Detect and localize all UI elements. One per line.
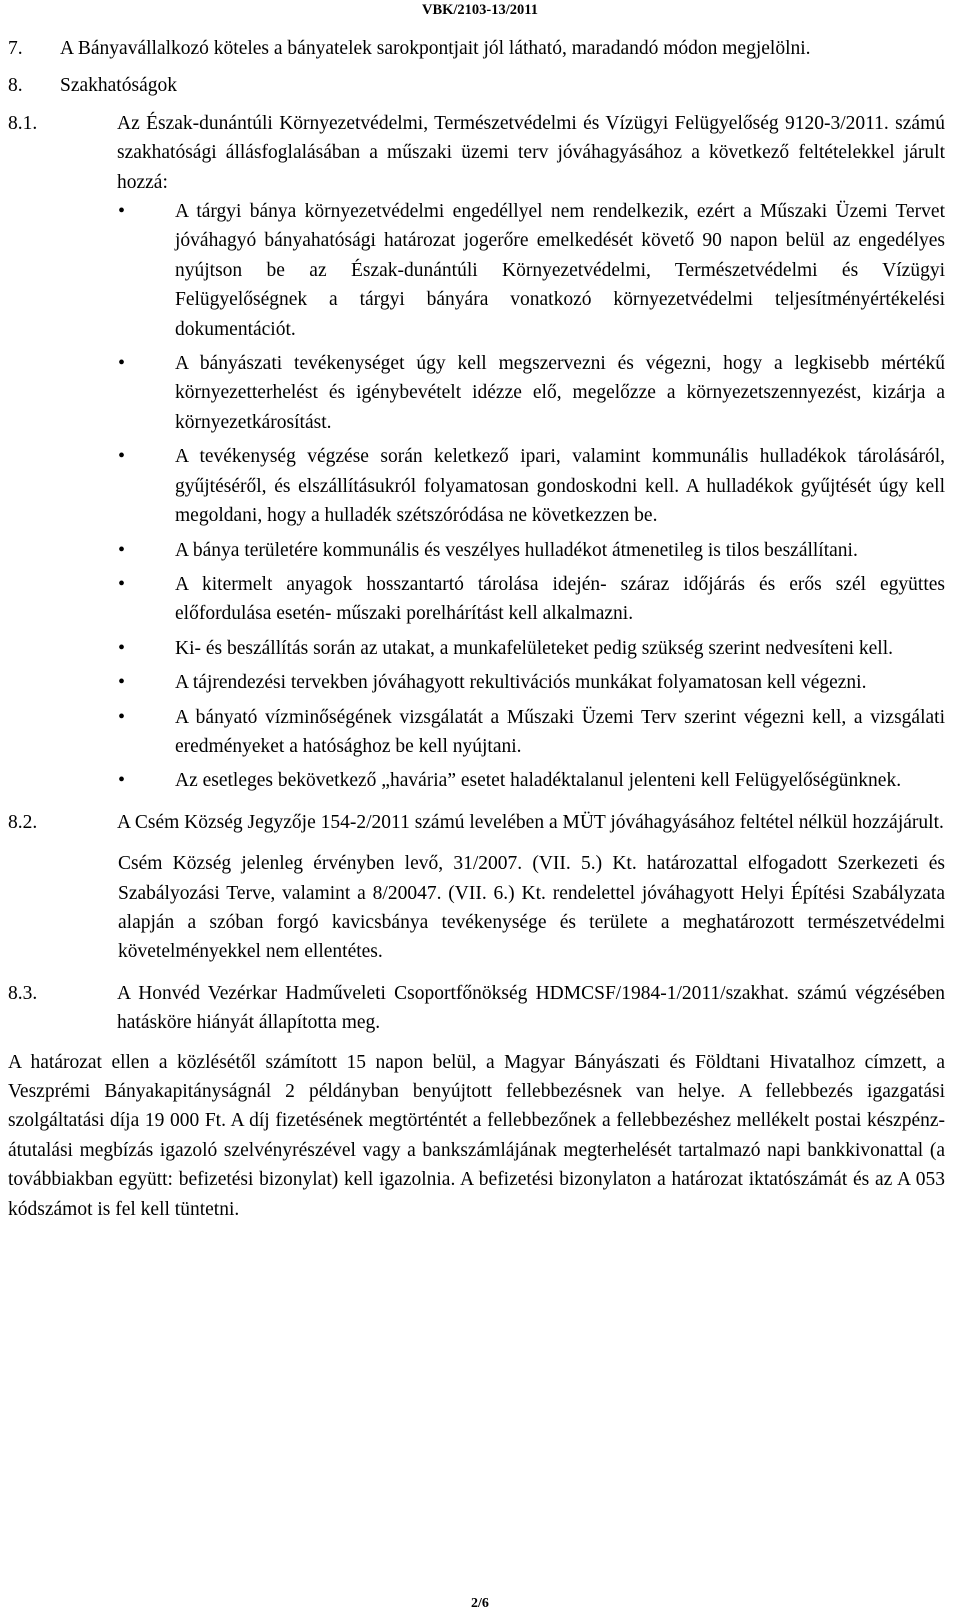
page-number: 2/6 [471, 1596, 489, 1611]
section-8-2 [8, 808, 945, 837]
conditions-list [118, 197, 945, 796]
list-item: • A kitermelt anyagok hosszantartó tárolása idején- száraz időjárás és erős szél együttes előfordulása esetén- műszaki porelhárítást kell alkalmazni. [118, 570, 945, 629]
section-8-3 [8, 979, 945, 1038]
section-8-2-paragraph: Csém Község jelenleg érvényben levő, 31/2007. (VII. 5.) Kt. határozattal elfogadott Szerkezeti és Szabályozási Terve, valamint a 8/20047. (VII. 6.) Kt. rendelettel jóváhagyott Helyi Építési Szabályzata alapján a szóban forgó kavicsbánya tevékenysége és területe a meghatározott természetvédelmi követelményekkel nem ellentétes. [118, 853, 945, 963]
list-item: • A tevékenység végzése során keletkező ipari, valamint kommunális hulladékok tárolásáról, gyűjtéséről, és elszállításukról folyamatosan gondoskodni kell. A hulladékok gyűjtését úgy kell megoldani, hogy a hulladék szétszóródása ne következzen be. [118, 442, 945, 530]
list-item: • A bányászati tevékenységet úgy kell megszervezni és végezni, hogy a legkisebb mértékű környezetterhelést és igénybevételt idézze elő, megelőzze a környezetszennyezést, kizárja a környezetkárosítást. [118, 349, 945, 437]
section-text: A Honvéd Vezérkar Hadműveleti Csoportfőnökség HDMCSF/1984-1/2011/szakhat. számú végzésében hatásköre hiányát állapította meg. [117, 982, 945, 1034]
list-item: • Az esetleges bekövetkező „havária” esetet haladéktalanul jelenteni kell Felügyelőségünknek. [118, 766, 945, 795]
appeal-paragraph: A határozat ellen a közlésétől számított 15 napon belül, a Magyar Bányászati és Földtani Hivatalhoz címzett, a Veszprémi Bányakapitányságnál 2 példányban benyújtott fellebbezésnek van helye. A fellebbezés igazgatási szolgáltatási díja 19 000 Ft. A díj fizetésének megtörténtét a fellebbezőnek a fellebbezéshez mellékelt postai készpénz-átutalási megbízás igazoló szelvényrészével vagy a bankszámlájának megterhelését tartalmazó napi bankkivonattal (a továbbiakban együtt: befizetési bizonylat) kell igazolnia. A befizetési bizonylaton a határozat iktatószámát és az A 053 kódszámot is fel kell tüntetni. [8, 1051, 945, 1220]
section-text: Az Észak-dunántúli Környezetvédelmi, Természetvédelmi és Vízügyi Felügyelőség 9120-3/2011. számú szakhatósági állásfoglalásában a műszaki üzemi terv jóváhagyásához a következő feltételekkel járult hozzá: [117, 112, 945, 193]
list-item: • Ki- és beszállítás során az utakat, a munkafelületeket pedig szükség szerint nedvesíteni kell. [118, 634, 945, 663]
list-item: • A bányató vízminőségének vizsgálatát a Műszaki Üzemi Terv szerint végezni kell, a vizsgálati eredményeket a hatósághoz be kell nyújtani. [118, 703, 945, 762]
section-8-1 [8, 109, 945, 197]
section-number: 8.2. [8, 811, 38, 833]
section-number: 8. [8, 75, 23, 97]
list-item: • A tárgyi bánya környezetvédelmi engedéllyel nem rendelkezik, ezért a Műszaki Üzemi Tervet jóváhagyó bányahatósági határozat jogerőre emelkedését követő 90 napon belül az engedélyes nyújtson be az Észak-dunántúli Környezetvédelmi, Természetvédelmi és Vízügyi Felügyelőségnek a tárgyi bányára vonatkozó környezetvédelmi teljesítményértékelési dokumentációt. [118, 197, 945, 344]
list-item: • A tájrendezési tervekben jóváhagyott rekultivációs munkákat folyamatosan kell végezni. [118, 668, 945, 697]
document-id-header: VBK/2103-13/2011 [421, 2, 538, 18]
section-number: 8.1. [8, 112, 38, 134]
section-number: 7. [8, 38, 23, 59]
section-number: 8.3. [8, 982, 38, 1004]
section-7 [8, 34, 945, 63]
list-item: • A bánya területére kommunális és veszélyes hulladékot átmenetileg is tilos beszállítani. [118, 536, 945, 565]
section-8 [8, 71, 945, 100]
section-text: A Bányavállalkozó köteles a bányatelek sarokpontjait jól látható, maradandó módon megjelölni. [60, 38, 811, 59]
section-heading: Szakhatóságok [60, 75, 177, 97]
section-text: A Csém Község Jegyzője 154-2/2011 számú levelében a MÜT jóváhagyásához feltétel nélkül hozzájárult. [117, 811, 944, 833]
document-body [8, 34, 945, 1224]
